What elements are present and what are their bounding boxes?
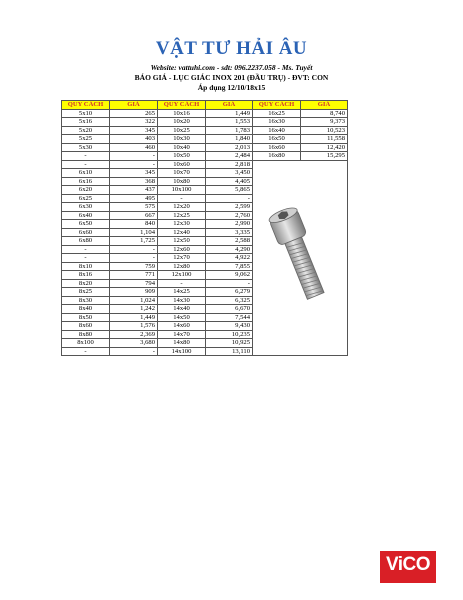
price-cell: 10,235 <box>206 330 253 339</box>
header-price-2: GIÁ <box>206 101 253 110</box>
size-cell: - <box>62 152 110 161</box>
price-cell: 575 <box>110 203 158 212</box>
price-cell: 3,335 <box>206 228 253 237</box>
size-cell: 10x100 <box>158 186 206 195</box>
price-cell: 2,760 <box>206 211 253 220</box>
price-cell: 5,865 <box>206 186 253 195</box>
price-cell: 6,279 <box>206 288 253 297</box>
price-cell: - <box>206 194 253 203</box>
price-cell: 2,484 <box>206 152 253 161</box>
price-cell: 771 <box>110 271 158 280</box>
size-cell: 12x50 <box>158 237 206 246</box>
price-cell: 1,024 <box>110 296 158 305</box>
size-cell: 14x100 <box>158 347 206 356</box>
price-cell: 1,449 <box>206 109 253 118</box>
price-cell: 794 <box>110 279 158 288</box>
price-cell: 3,680 <box>110 339 158 348</box>
table-header-row <box>62 101 348 110</box>
size-cell: 12x80 <box>158 262 206 271</box>
size-cell: 6x10 <box>62 169 110 178</box>
size-cell: 8x60 <box>62 322 110 331</box>
price-cell: 1,725 <box>110 237 158 246</box>
size-cell: 6x20 <box>62 186 110 195</box>
size-cell: 8x100 <box>62 339 110 348</box>
effective-date: Áp dụng 12/10/18x15 <box>197 83 266 92</box>
size-cell: 8x10 <box>62 262 110 271</box>
price-cell: 265 <box>110 109 158 118</box>
price-cell: 909 <box>110 288 158 297</box>
size-cell: 8x20 <box>62 279 110 288</box>
contact-line: Website: vattuhi.com - sđt: 096.2237.058 - Ms. Tuyết <box>150 63 313 72</box>
price-cell: 10,523 <box>301 126 348 135</box>
price-cell: 3,450 <box>206 169 253 178</box>
price-cell: 2,588 <box>206 237 253 246</box>
price-cell: 7,855 <box>206 262 253 271</box>
table-row <box>62 109 348 118</box>
size-cell: 10x30 <box>158 135 206 144</box>
size-cell: 12x70 <box>158 254 206 263</box>
price-cell: 1,553 <box>206 118 253 127</box>
size-cell: 12x20 <box>158 203 206 212</box>
size-cell: 12x40 <box>158 228 206 237</box>
price-cell: 2,013 <box>206 143 253 152</box>
size-cell: 10x60 <box>158 160 206 169</box>
size-cell: 5x25 <box>62 135 110 144</box>
price-cell: - <box>110 152 158 161</box>
price-table <box>61 100 348 356</box>
price-cell: 9,373 <box>301 118 348 127</box>
price-cell: - <box>110 347 158 356</box>
price-cell: 4,290 <box>206 245 253 254</box>
size-cell: - <box>158 194 206 203</box>
header-price-1: GIÁ <box>110 101 158 110</box>
price-cell: 840 <box>110 220 158 229</box>
table-row <box>62 135 348 144</box>
table-row <box>62 126 348 135</box>
size-cell: 12x30 <box>158 220 206 229</box>
size-cell: 8x80 <box>62 330 110 339</box>
size-cell: 8x16 <box>62 271 110 280</box>
size-cell: 6x16 <box>62 177 110 186</box>
price-list-subtitle: BÁO GIÁ - LỤC GIÁC INOX 201 (ĐẦU TRỤ) - ĐVT: CON <box>134 73 329 82</box>
size-cell: 6x60 <box>62 228 110 237</box>
price-cell: 13,110 <box>206 347 253 356</box>
price-cell: 9,430 <box>206 322 253 331</box>
size-cell: 8x30 <box>62 296 110 305</box>
price-cell: - <box>110 254 158 263</box>
size-cell: 6x80 <box>62 237 110 246</box>
size-cell: 14x25 <box>158 288 206 297</box>
size-cell: 14x70 <box>158 330 206 339</box>
price-cell: 345 <box>110 126 158 135</box>
table-row <box>62 143 348 152</box>
price-cell: 15,295 <box>301 152 348 161</box>
size-cell: 16x60 <box>253 143 301 152</box>
size-cell: 6x40 <box>62 211 110 220</box>
price-cell: 4,405 <box>206 177 253 186</box>
price-cell: 368 <box>110 177 158 186</box>
size-cell: 10x40 <box>158 143 206 152</box>
price-cell: 2,818 <box>206 160 253 169</box>
size-cell: 10x16 <box>158 109 206 118</box>
price-cell: 403 <box>110 135 158 144</box>
size-cell: 10x80 <box>158 177 206 186</box>
price-cell: 8,740 <box>301 109 348 118</box>
size-cell: 6x30 <box>62 203 110 212</box>
size-cell: 16x30 <box>253 118 301 127</box>
price-cell: 10,925 <box>206 339 253 348</box>
price-cell: 759 <box>110 262 158 271</box>
size-cell: 10x25 <box>158 126 206 135</box>
size-cell: - <box>158 279 206 288</box>
header-size-1: QUY CÁCH <box>62 101 110 110</box>
hex-socket-cap-screw-icon <box>265 197 335 317</box>
size-cell: 5x30 <box>62 143 110 152</box>
size-cell: 14x30 <box>158 296 206 305</box>
size-cell: 10x70 <box>158 169 206 178</box>
price-cell: - <box>110 245 158 254</box>
table-row <box>62 160 348 169</box>
size-cell: 14x80 <box>158 339 206 348</box>
price-cell: - <box>110 160 158 169</box>
size-cell: 14x40 <box>158 305 206 314</box>
size-cell: - <box>62 254 110 263</box>
size-cell: 5x16 <box>62 118 110 127</box>
header-size-3: QUY CÁCH <box>253 101 301 110</box>
size-cell: - <box>62 245 110 254</box>
price-cell: 1,576 <box>110 322 158 331</box>
price-cell: 460 <box>110 143 158 152</box>
size-cell: 8x25 <box>62 288 110 297</box>
price-cell: 4,922 <box>206 254 253 263</box>
price-cell: 2,599 <box>206 203 253 212</box>
price-cell: 1,242 <box>110 305 158 314</box>
price-cell: 322 <box>110 118 158 127</box>
size-cell: 6x25 <box>62 194 110 203</box>
header-price-3: GIÁ <box>301 101 348 110</box>
price-cell: 1,449 <box>110 313 158 322</box>
product-image-cell <box>253 160 348 356</box>
price-cell: 495 <box>110 194 158 203</box>
price-cell: 2,990 <box>206 220 253 229</box>
header-size-2: QUY CÁCH <box>158 101 206 110</box>
size-cell: - <box>62 347 110 356</box>
price-cell: 12,420 <box>301 143 348 152</box>
price-cell: 667 <box>110 211 158 220</box>
size-cell: 8x50 <box>62 313 110 322</box>
price-cell: 11,558 <box>301 135 348 144</box>
price-cell: 437 <box>110 186 158 195</box>
size-cell: 5x10 <box>62 109 110 118</box>
price-cell: 9,062 <box>206 271 253 280</box>
size-cell: 12x60 <box>158 245 206 254</box>
size-cell: 10x50 <box>158 152 206 161</box>
price-cell: 2,369 <box>110 330 158 339</box>
price-cell: 1,840 <box>206 135 253 144</box>
vico-logo-text: ViCO <box>385 554 431 575</box>
price-cell: 7,544 <box>206 313 253 322</box>
size-cell: 14x60 <box>158 322 206 331</box>
size-cell: 10x20 <box>158 118 206 127</box>
vico-logo <box>380 551 436 583</box>
size-cell: 14x50 <box>158 313 206 322</box>
size-cell: 5x20 <box>62 126 110 135</box>
price-cell: 345 <box>110 169 158 178</box>
price-cell: 1,104 <box>110 228 158 237</box>
price-cell: 6,325 <box>206 296 253 305</box>
size-cell: 8x40 <box>62 305 110 314</box>
size-cell: 12x25 <box>158 211 206 220</box>
page-title: VẬT TƯ HẢI ÂU <box>155 38 308 59</box>
price-cell: 6,670 <box>206 305 253 314</box>
size-cell: - <box>62 160 110 169</box>
size-cell: 6x50 <box>62 220 110 229</box>
size-cell: 12x100 <box>158 271 206 280</box>
table-row <box>62 118 348 127</box>
size-cell: 16x25 <box>253 109 301 118</box>
size-cell: 16x50 <box>253 135 301 144</box>
size-cell: 16x40 <box>253 126 301 135</box>
price-cell: 1,783 <box>206 126 253 135</box>
size-cell: 16x80 <box>253 152 301 161</box>
table-row <box>62 152 348 161</box>
price-cell: - <box>206 279 253 288</box>
